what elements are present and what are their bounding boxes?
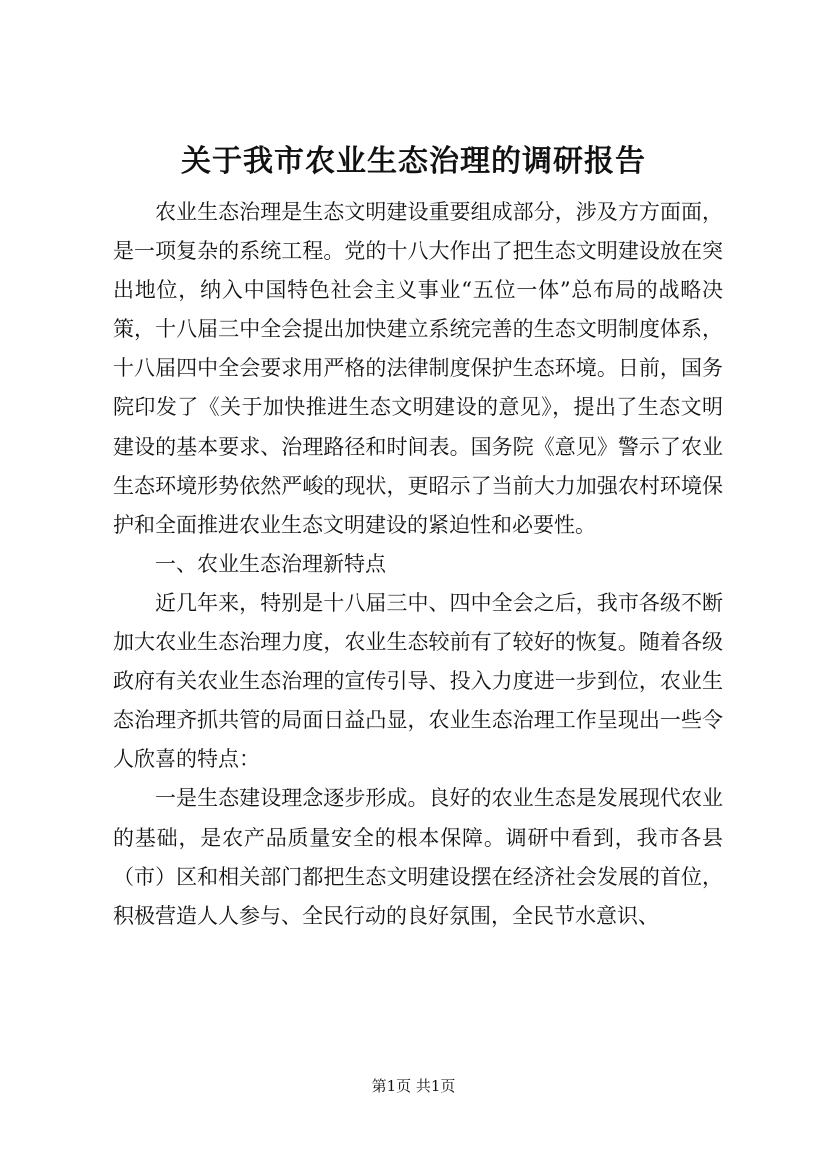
point-paragraph: 一是生态建设理念逐步形成。良好的农业生态是发展现代农业的基础，是农产品质量安全的根本保障。调研中看到，我市各县（市）区和相关部门都把生态文明建设摆在经济社会发展的首位，积极营造人人参与、全民行动的良好氛围，全民节水意识、 [113,786,723,928]
section-heading: 一、农业生态治理新特点 [155,551,386,576]
page-footer: 第1页 共1页 [371,1077,456,1095]
intro-paragraph: 农业生态治理是生态文明建设重要组成部分，涉及方方面面，是一项复杂的系统工程。党的十八大作出了把生态文明建设放在突出地位，纳入中国特色社会主义事业“五位一体”总布局的战略决策，十八届三中全会提出加快建立系统完善的生态文明制度体系，十八届四中全会要求用严格的法律制度保护生态环境。日前，国务院印发了《关于加快推进生态文明建设的意见》，提出了生态文明建设的基本要求、治理路径和时间表。国务院《意见》警示了农业生态环境形势依然严峻的现状，更昭示了当前大力加强农村环境保护和全面推进农业生态文明建设的紧迫性和必要性。 [113,200,723,537]
section-paragraph: 近几年来，特别是十八届三中、四中全会之后，我市各级不断加大农业生态治理力度，农业生态较前有了较好的恢复。随着各级政府有关农业生态治理的宣传引导、投入力度进一步到位，农业生态治理齐抓共管的局面日益凸显，农业生态治理工作呈现出一些令人欣喜的特点： [113,590,723,772]
document-body [113,193,723,936]
document-title: 关于我市农业生态治理的调研报告 [181,144,646,179]
